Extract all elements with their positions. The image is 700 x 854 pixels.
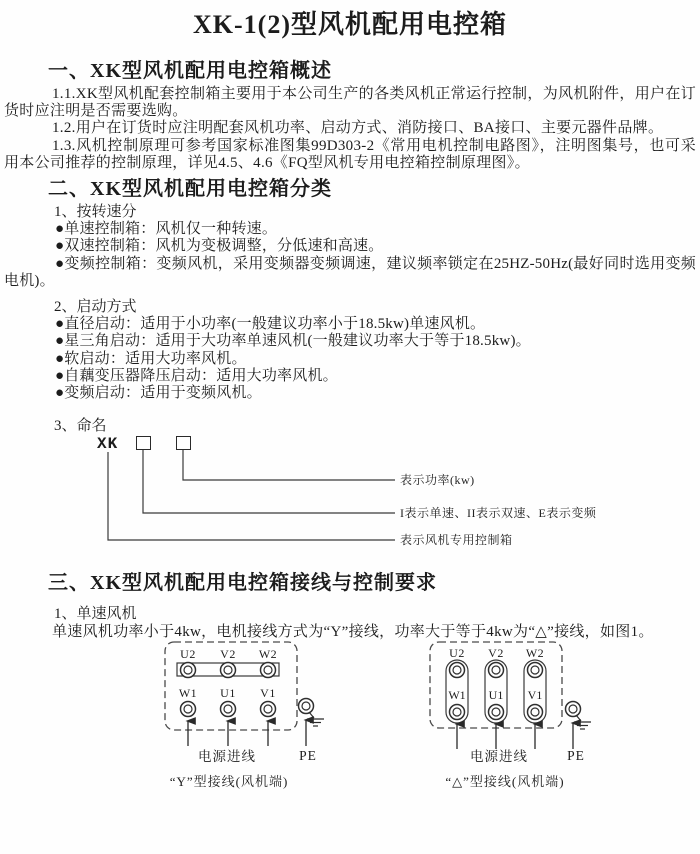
delta-bottom-terminals xyxy=(450,704,543,719)
delta-power-in-label: 电源进线 xyxy=(470,748,528,764)
bullet-star-delta-start: ●星三角启动：适用于大功率单速风机(一般建议功率大于等于18.5kw)。 xyxy=(55,333,531,350)
y-bottom-terminals xyxy=(181,701,276,716)
terminal-label: W2 xyxy=(525,645,545,660)
section1-heading: 一、XK型风机配用电控箱概述 xyxy=(48,60,332,82)
bullet-autotransformer-start: ●自藕变压器降压启动：适用大功率风机。 xyxy=(55,367,338,384)
delta-pe-label: PE xyxy=(567,747,585,763)
y-type-terminal-box xyxy=(165,642,324,789)
section1-paragraph-1: 1.1.XK型风机配套控制箱主要用于本公司生产的各类风机正常运行控制，为风机附件，用户在订货时应注明是否需要选购。 xyxy=(4,86,696,120)
terminal-label: U1 xyxy=(488,687,504,702)
y-power-in-label: 电源进线 xyxy=(198,748,256,764)
ground-icon xyxy=(574,715,591,729)
naming-label: 3、命名 xyxy=(54,418,107,435)
naming-connector-lines xyxy=(0,435,700,561)
naming-code-prefix: XK xyxy=(97,435,119,454)
y-top-terminals xyxy=(181,662,276,677)
section1-paragraph-2: 1.2.用户在订货时应注明配套风机功率、启动方式、消防接口、BA接口、主要元器件品牌。 xyxy=(52,120,664,137)
bullet-soft-start: ●软启动：适用大功率风机。 xyxy=(55,350,247,367)
bullet-direct-start: ●直径启动：适用于小功率(一般建议功率小于18.5kw)单速风机。 xyxy=(55,316,486,333)
naming-diagram xyxy=(0,435,700,561)
bullet-vfd-box: ●变频控制箱：变频风机，采用变频器变频调速，建议频率锁定在25HZ-50Hz(最好同时选用变频电机)。 xyxy=(4,255,696,289)
bullet-vfd-start: ●变频启动：适用于变频风机。 xyxy=(55,385,262,402)
delta-type-terminal-box xyxy=(430,642,591,789)
figure-1-wiring-diagrams xyxy=(0,641,700,805)
delta-top-terminals xyxy=(450,662,543,677)
section2-heading: 二、XK型风机配用电控箱分类 xyxy=(48,178,332,201)
terminal-label: V2 xyxy=(488,645,504,660)
speed-classification-label: 1、按转速分 xyxy=(54,204,137,221)
y-power-in-arrows xyxy=(188,721,268,746)
terminal-label: U2 xyxy=(449,645,465,660)
terminal-label: V1 xyxy=(527,687,543,702)
y-pe-terminal xyxy=(299,698,325,746)
single-speed-fan-label: 1、单速风机 xyxy=(54,606,137,623)
page-title: XK-1(2)型风机配用电控箱 xyxy=(193,10,507,39)
delta-type-caption: “△”型接线(风机端) xyxy=(445,773,565,789)
delta-power-in-arrows xyxy=(457,724,535,749)
y-type-caption: “Y”型接线(风机端) xyxy=(169,773,289,789)
terminal-label: U1 xyxy=(220,685,236,700)
terminal-label: V1 xyxy=(260,685,276,700)
naming-callout-box-type: 表示风机专用控制箱 xyxy=(400,533,513,548)
ground-icon xyxy=(307,712,324,726)
terminal-label: V2 xyxy=(220,646,236,661)
section1-paragraph-3: 1.3.风机控制原理可参考国家标准图集99D303-2《常用电机控制电路图》，注明图集号，也可采用本公司推荐的控制原理，详见4.5、4.6《FQ型风机专用电控箱控制原理图》。 xyxy=(4,137,696,171)
terminal-label: W1 xyxy=(178,685,198,700)
start-mode-label: 2、启动方式 xyxy=(54,299,137,316)
section3-paragraph: 单速风机功率小于4kw，电机接线方式为“Y”接线，功率大于等于4kw为“△”接线，如图1。 xyxy=(52,623,654,640)
wiring-diagrams-svg xyxy=(0,641,700,805)
terminal-label: W2 xyxy=(258,646,278,661)
terminal-label: W1 xyxy=(448,687,466,702)
naming-callout-speed-type: I表示单速、II表示双速、E表示变频 xyxy=(400,506,597,521)
bullet-single-speed-box: ●单速控制箱：风机仅一种转速。 xyxy=(55,221,278,238)
y-pe-label: PE xyxy=(299,747,317,763)
delta-pe-terminal xyxy=(566,701,592,749)
section3-heading: 三、XK型风机配用电控箱接线与控制要求 xyxy=(48,572,437,595)
naming-callout-power: 表示功率(kw) xyxy=(400,473,475,488)
terminal-label: U2 xyxy=(180,646,196,661)
bullet-two-speed-box: ●双速控制箱：风机为变极调整，分低速和高速。 xyxy=(55,238,384,255)
